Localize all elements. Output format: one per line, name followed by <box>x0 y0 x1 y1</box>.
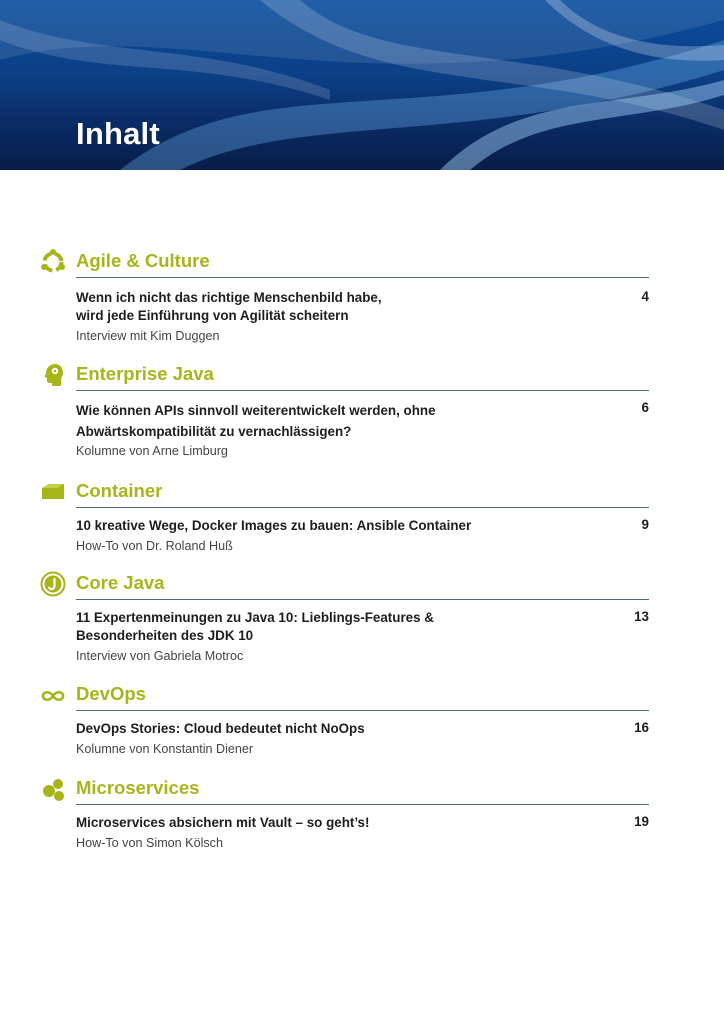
entry-subtitle: How-To von Simon Kölsch <box>76 836 223 850</box>
section-title: Microservices <box>76 777 200 798</box>
section-title: Enterprise Java <box>76 363 214 384</box>
section-header <box>40 360 650 388</box>
infinity-icon <box>40 682 66 708</box>
section-container <box>40 477 650 553</box>
section-title: DevOps <box>76 683 146 704</box>
entry-subtitle: Kolumne von Arne Limburg <box>76 444 228 458</box>
entry-page-number: 16 <box>634 720 649 735</box>
container-box-icon <box>40 479 66 505</box>
entry-page-number: 6 <box>641 400 649 415</box>
section-divider <box>76 390 649 391</box>
entry-subtitle: Kolumne von Konstantin Diener <box>76 742 254 756</box>
entry-title: Wie können APIs sinnvoll weiterentwickelt werden, ohne Abwärtskompatibilität zu vernachlässigen? <box>76 403 436 439</box>
entry-page-number: 9 <box>641 517 649 532</box>
section-title: Agile & Culture <box>76 250 210 271</box>
section-title: Container <box>76 480 163 501</box>
section-divider <box>76 710 649 711</box>
java-coin-icon <box>40 571 66 597</box>
section-divider <box>76 599 649 600</box>
entry-page-number: 4 <box>641 289 649 304</box>
toc-entry[interactable] <box>76 814 649 850</box>
section-header <box>40 247 650 275</box>
section-divider <box>76 277 649 278</box>
entry-page-number: 19 <box>634 814 649 829</box>
section-divider <box>76 804 649 805</box>
header-banner <box>0 0 724 170</box>
head-profile-icon <box>40 362 66 388</box>
section-microservices <box>40 774 650 850</box>
page-title: Inhalt <box>76 116 160 151</box>
entry-title: DevOps Stories: Cloud bedeutet nicht NoOps <box>76 721 365 736</box>
toc-entry[interactable] <box>76 517 649 553</box>
section-agile-culture <box>40 247 650 343</box>
section-divider <box>76 507 649 508</box>
section-header <box>40 774 650 802</box>
section-header <box>40 569 650 597</box>
entry-subtitle: Interview mit Kim Duggen <box>76 329 220 343</box>
section-enterprise-java <box>40 360 650 458</box>
section-title: Core Java <box>76 572 165 593</box>
toc-entry[interactable] <box>76 609 649 663</box>
entry-title: 10 kreative Wege, Docker Images zu bauen: Ansible Container <box>76 518 472 533</box>
entry-title: Microservices absichern mit Vault – so geht’s! <box>76 815 370 830</box>
entry-title: Wenn ich nicht das richtige Menschenbild habe, wird jede Einführung von Agilität scheitern <box>76 290 382 323</box>
toc-entry[interactable] <box>76 720 649 756</box>
section-header <box>40 477 650 505</box>
hexagon-cluster-icon <box>40 776 66 802</box>
entry-title: 11 Expertenmeinungen zu Java 10: Lieblings-Features & Besonderheiten des JDK 10 <box>76 610 434 643</box>
section-devops <box>40 680 650 756</box>
toc-entry[interactable] <box>76 289 649 343</box>
section-header <box>40 680 650 708</box>
section-core-java <box>40 569 650 663</box>
entry-subtitle: Interview von Gabriela Motroc <box>76 649 244 663</box>
toc-entry[interactable] <box>76 400 649 458</box>
entry-subtitle: How-To von Dr. Roland Huß <box>76 539 233 553</box>
team-circle-icon <box>40 249 66 275</box>
entry-page-number: 13 <box>634 609 649 624</box>
